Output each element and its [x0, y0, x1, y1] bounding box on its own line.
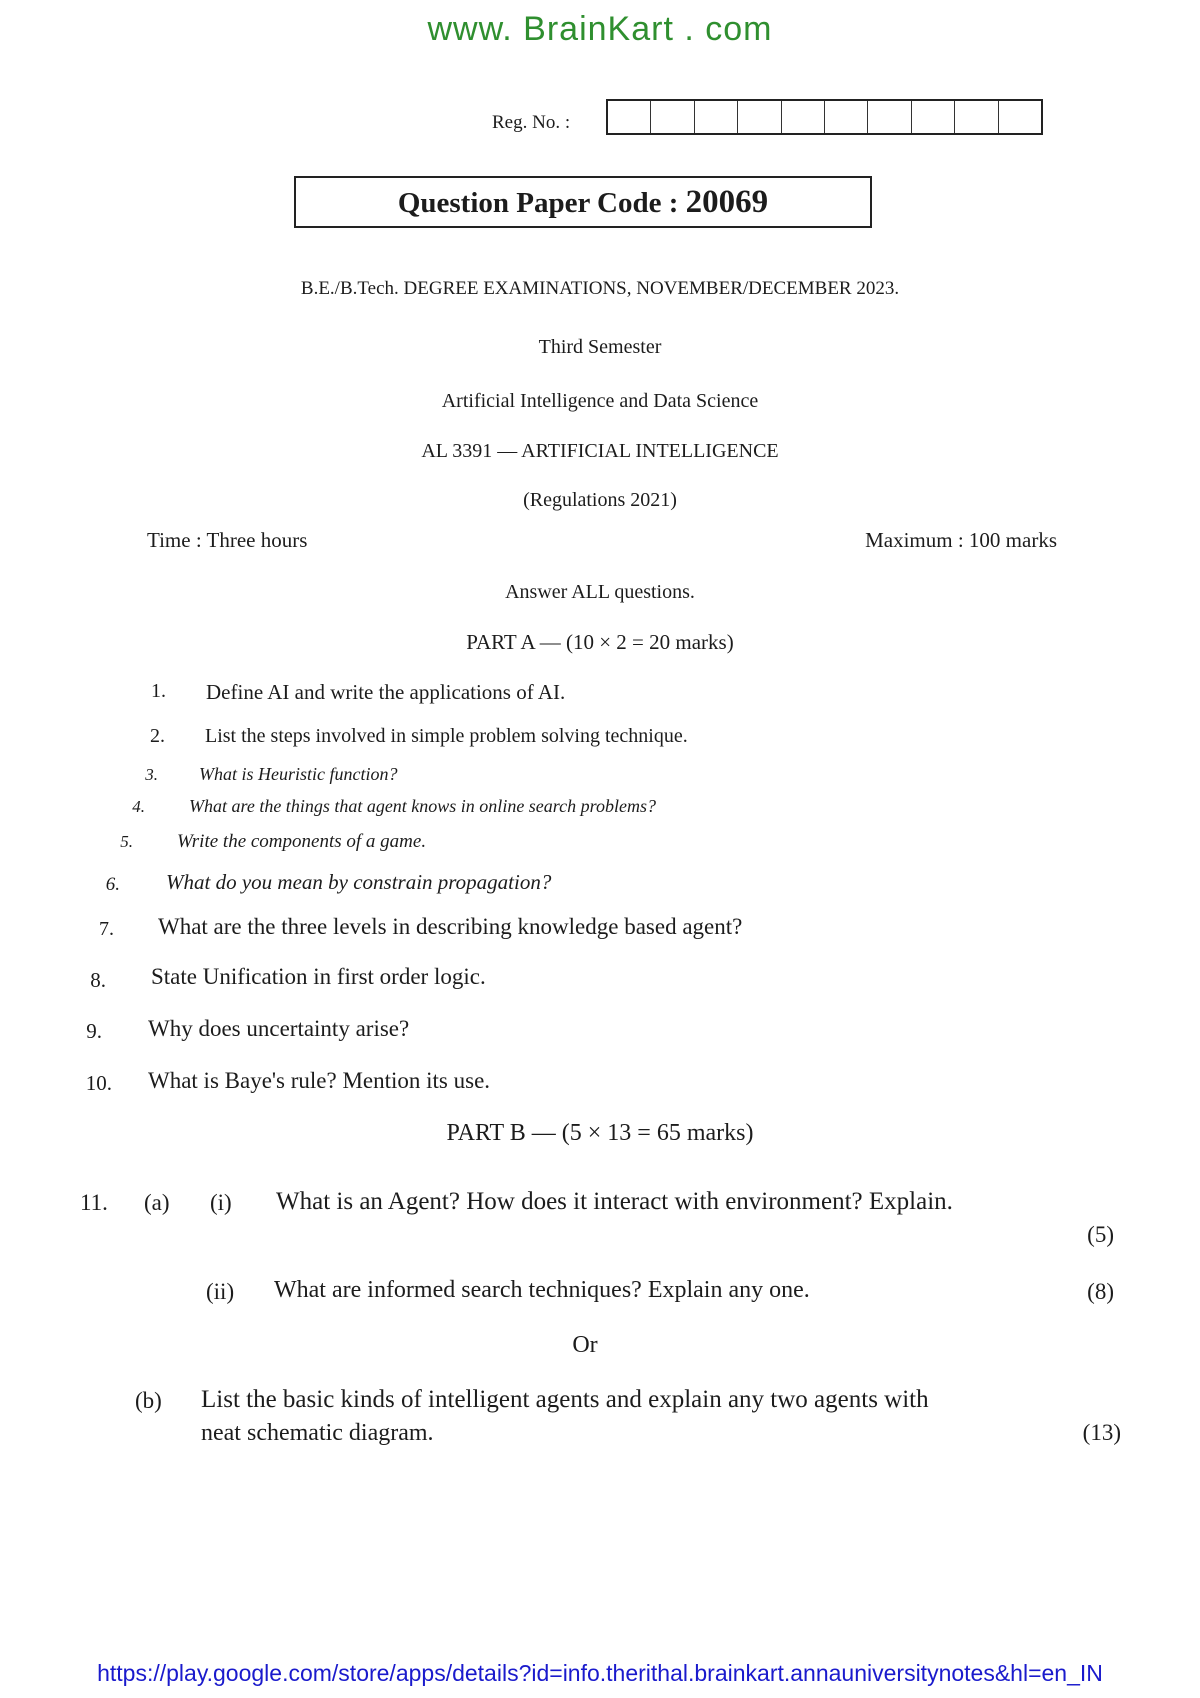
- question-number: 10.: [85, 1071, 112, 1095]
- question-text: What is an Agent? How does it interact with environment? Explain.: [276, 1188, 953, 1215]
- question-paper-code-value: 20069: [685, 184, 769, 220]
- sub-question-label: (b): [135, 1388, 162, 1413]
- reg-no-box[interactable]: [868, 101, 911, 133]
- reg-no-label: Reg. No. :: [492, 112, 571, 133]
- question-number: 2.: [150, 725, 165, 747]
- time-line: Time : Three hours: [147, 528, 308, 552]
- question-text: Write the components of a game.: [177, 831, 427, 852]
- reg-no-box[interactable]: [695, 101, 738, 133]
- reg-no-boxes[interactable]: [606, 99, 1043, 135]
- question-text: What do you mean by constrain propagation?: [166, 870, 552, 894]
- question-number: 7.: [99, 918, 114, 940]
- question-text: neat schematic diagram.: [201, 1420, 434, 1446]
- instruction-line: Answer ALL questions.: [505, 581, 695, 603]
- regulations-line: (Regulations 2021): [523, 489, 677, 511]
- reg-no-box[interactable]: [912, 101, 955, 133]
- question-number: 5.: [120, 832, 133, 851]
- question-text: What is Heuristic function?: [199, 764, 398, 784]
- question-number: 4.: [132, 797, 145, 816]
- part-b-title: PART B — (5 × 13 = 65 marks): [446, 1120, 754, 1146]
- reg-no-box[interactable]: [782, 101, 825, 133]
- question-text: What are the things that agent knows in online search problems?: [189, 796, 656, 816]
- marks-label: (13): [1082, 1420, 1121, 1445]
- reg-no-box[interactable]: [738, 101, 781, 133]
- part-a-title: PART A — (10 × 2 = 20 marks): [466, 630, 734, 654]
- question-text: Define AI and write the applications of AI.: [206, 680, 566, 704]
- question-number: 1.: [151, 680, 166, 702]
- question-text: What is Baye's rule? Mention its use.: [148, 1068, 491, 1093]
- sub-question-label: (a): [144, 1190, 170, 1215]
- marks-label: (5): [1087, 1222, 1114, 1247]
- question-text: List the basic kinds of intelligent agents and explain any two agents with: [201, 1386, 929, 1413]
- question-number: 8.: [90, 968, 106, 992]
- question-number: 6.: [105, 874, 120, 895]
- site-header: www. BrainKart . com: [427, 10, 773, 48]
- reg-no-box[interactable]: [999, 101, 1041, 133]
- question-paper-code-box: [294, 176, 872, 228]
- degree-line: B.E./B.Tech. DEGREE EXAMINATIONS, NOVEMBER/DECEMBER 2023.: [300, 278, 900, 299]
- max-marks-line: Maximum : 100 marks: [865, 528, 1057, 552]
- question-number: 3.: [145, 765, 158, 784]
- question-text: What are informed search techniques? Explain any one.: [274, 1277, 810, 1303]
- reg-no-box[interactable]: [608, 101, 651, 133]
- question-text: Why does uncertainty arise?: [148, 1016, 410, 1041]
- sub-question-label: (ii): [206, 1279, 235, 1304]
- reg-no-box[interactable]: [955, 101, 998, 133]
- reg-no-box[interactable]: [651, 101, 694, 133]
- semester-line: Third Semester: [538, 336, 662, 358]
- department-line: Artificial Intelligence and Data Science: [441, 390, 759, 412]
- question-paper-code-label: Question Paper Code :: [397, 187, 679, 219]
- or-divider: Or: [572, 1332, 598, 1358]
- question-text: What are the three levels in describing knowledge based agent?: [158, 914, 743, 939]
- question-text: List the steps involved in simple problem solving technique.: [205, 725, 688, 747]
- subject-line: AL 3391 — ARTIFICIAL INTELLIGENCE: [421, 440, 779, 462]
- marks-label: (8): [1087, 1279, 1114, 1304]
- reg-no-box[interactable]: [825, 101, 868, 133]
- sub-question-label: (i): [210, 1190, 232, 1215]
- footer-link[interactable]: https://play.google.com/store/apps/details?id=info.therithal.brainkart.annauniversitynotes&hl=en_IN: [97, 1660, 1103, 1686]
- question-number: 11.: [80, 1190, 108, 1215]
- question-number: 9.: [86, 1019, 102, 1043]
- question-text: State Unification in first order logic.: [151, 964, 486, 989]
